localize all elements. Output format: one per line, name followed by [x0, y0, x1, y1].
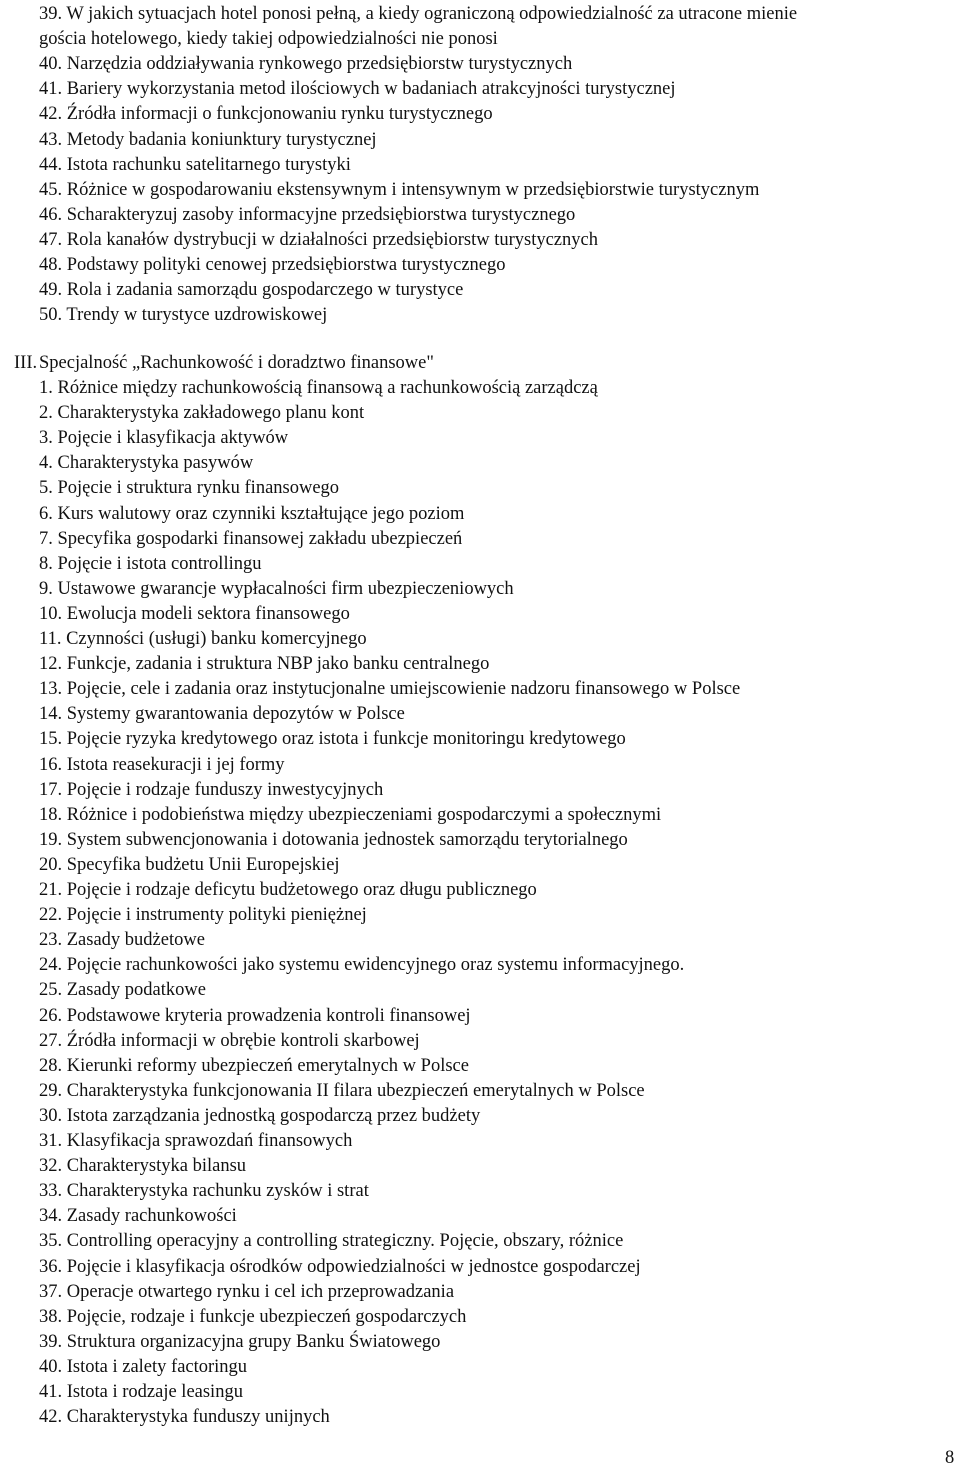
list-item-text: Istota i zalety factoringu — [66, 1356, 248, 1377]
list-item — [39, 1004, 471, 1029]
list-item-text: Bariery wykorzystania metod ilościowych w badaniach atrakcyjności turystycznej — [66, 79, 676, 100]
list-item-text: Źródła informacji w obrębie kontroli skarbowej — [66, 1030, 420, 1051]
list-item — [39, 627, 367, 652]
list-item-text: Specyfika gospodarki finansowej zakładu ubezpieczeń — [57, 528, 463, 549]
list-item-number: 45. — [39, 179, 63, 200]
list-item-text: Charakterystyka funkcjonowania II filara ubezpieczeń emerytalnych w Polsce — [66, 1080, 645, 1101]
list-item — [39, 476, 339, 501]
list-item-number: 42. — [39, 104, 63, 125]
list-item-text: Charakterystyka zakładowego planu kont — [57, 403, 365, 424]
list-item-text: Klasyfikacja sprawozdań finansowych — [66, 1131, 353, 1151]
page-number: 8 — [945, 1448, 955, 1468]
list-item-text: Pojęcie i klasyfikacja aktywów — [57, 428, 289, 449]
list-item-number: 46. — [39, 204, 63, 225]
list-item-text: Różnice w gospodarowaniu ekstensywnym i intensywnym w przedsiębiorstwie turystycznym — [66, 179, 760, 200]
list-item-text: Zasady budżetowe — [66, 930, 205, 951]
list-item-number: 29. — [39, 1080, 63, 1101]
list-item — [39, 953, 684, 978]
list-item-text: Specyfika budżetu Unii Europejskiej — [66, 854, 340, 875]
list-item-number: 31. — [39, 1131, 63, 1151]
list-item-text: Charakterystyka rachunku zysków i strat — [66, 1181, 369, 1202]
list-item-text: Pojęcie, cele i zadania oraz instytucjonalne umiejscowienie nadzoru finansowego w Polsce — [66, 679, 741, 700]
list-item — [39, 303, 327, 328]
list-item-number: 38. — [39, 1306, 63, 1327]
list-item-text: Czynności (usługi) banku komercyjnego — [66, 629, 367, 649]
list-item-number: 5. — [39, 478, 53, 499]
list-item-number: 42. — [39, 1407, 63, 1428]
list-item — [39, 527, 462, 552]
list-item — [39, 203, 575, 228]
list-item-number: 37. — [39, 1281, 63, 1302]
list-item-number: 39. — [39, 1331, 63, 1352]
list-item-text: System subwencjonowania i dotowania jednostek samorządu terytorialnego — [66, 829, 628, 850]
list-item-number: 34. — [39, 1206, 63, 1227]
list-item — [39, 2, 797, 27]
list-item-number: 6. — [39, 503, 53, 524]
list-item-text: Różnice i podobieństwa między ubezpieczeniami gospodarczymi a społecznymi — [66, 804, 662, 825]
list-item-number: 26. — [39, 1005, 63, 1026]
list-item-text: Podstawy polityki cenowej przedsiębiorstwa turystycznego — [66, 255, 506, 275]
list-item — [39, 803, 661, 828]
list-item-text: Systemy gwarantowania depozytów w Polsce — [66, 704, 405, 725]
list-item — [39, 1229, 623, 1254]
list-item-number: 18. — [39, 804, 63, 825]
list-item-number: 40. — [39, 1356, 63, 1377]
list-item — [39, 1255, 641, 1280]
list-item-number: 2. — [39, 403, 53, 424]
list-item — [39, 153, 351, 178]
list-item-number: 17. — [39, 779, 63, 800]
list-item-number: 19. — [39, 829, 63, 850]
list-item — [39, 1330, 440, 1355]
list-item-text: Ustawowe gwarancje wypłacalności firm ubezpieczeniowych — [57, 578, 514, 599]
list-item-text: Pojęcie i struktura rynku finansowego — [57, 478, 340, 499]
list-item-text: Pojęcie rachunkowości jako systemu ewidencyjnego oraz systemu informacyjnego. — [66, 955, 685, 976]
list-item — [39, 1305, 466, 1330]
list-item-number: 11. — [39, 629, 62, 649]
list-item — [39, 376, 598, 401]
list-item-number: 41. — [39, 1382, 63, 1402]
list-item-text: Narzędzia oddziaływania rynkowego przedsiębiorstw turystycznych — [66, 54, 573, 75]
list-item — [39, 1129, 352, 1154]
list-item — [39, 1054, 469, 1079]
list-item-number: 24. — [39, 955, 63, 976]
list-item-number: 25. — [39, 980, 63, 1001]
list-item — [39, 128, 377, 153]
list-item-text: Różnice między rachunkowością finansową a rachunkowością zarządczą — [57, 378, 598, 398]
list-item — [39, 928, 205, 953]
list-item-text: Pojęcie i rodzaje deficytu budżetowego oraz długu publicznego — [66, 880, 537, 900]
list-item-number: 7. — [39, 528, 53, 549]
list-item — [39, 1179, 369, 1204]
list-item-text: Rola i zadania samorządu gospodarczego w turystyce — [66, 280, 464, 301]
list-item-number: 50. — [39, 305, 63, 326]
list-item-number: 47. — [39, 229, 63, 250]
list-item — [39, 1405, 330, 1430]
section-number: III. — [14, 353, 38, 373]
list-item-text: Zasady rachunkowości — [66, 1206, 237, 1227]
list-item — [39, 1154, 246, 1179]
list-item-number: 30. — [39, 1105, 63, 1126]
list-item-text: Pojęcie, rodzaje i funkcje ubezpieczeń gospodarczych — [66, 1306, 467, 1327]
list-item — [39, 727, 626, 752]
list-item-number: 22. — [39, 905, 63, 926]
list-item — [39, 1280, 454, 1305]
list-item-text: Istota reasekuracji i jej formy — [66, 754, 285, 775]
list-item-number: 32. — [39, 1156, 63, 1177]
list-item-number: 43. — [39, 129, 63, 150]
list-item-number: 28. — [39, 1055, 63, 1076]
list-item — [39, 1079, 645, 1104]
list-item-number: 35. — [39, 1231, 63, 1252]
list-item-number: 10. — [39, 603, 63, 624]
list-item-number: 20. — [39, 854, 63, 875]
list-item-text: Rola kanałów dystrybucji w działalności przedsiębiorstw turystycznych — [66, 229, 598, 250]
list-item-number: 1. — [39, 378, 53, 398]
list-item — [39, 27, 498, 52]
list-item — [39, 677, 740, 702]
list-item-number: 4. — [39, 453, 53, 474]
list-item — [39, 1104, 480, 1129]
list-item-text: Istota rachunku satelitarnego turystyki — [66, 154, 351, 175]
list-item — [39, 903, 367, 928]
list-item — [39, 401, 364, 426]
list-item-number: 41. — [39, 79, 63, 100]
list-item — [39, 778, 383, 803]
list-item-number: 33. — [39, 1181, 63, 1202]
list-item — [39, 451, 253, 476]
list-item — [39, 426, 288, 451]
list-item-number: 27. — [39, 1030, 63, 1051]
list-item — [39, 1355, 247, 1380]
list-item-text: Pojęcie i istota controllingu — [57, 553, 262, 574]
list-item-number: 14. — [39, 704, 63, 725]
list-item-number: 16. — [39, 754, 63, 775]
list-item — [39, 978, 206, 1003]
list-item-number: 9. — [39, 578, 53, 599]
list-item-number: 3. — [39, 428, 53, 449]
list-item-text: Controlling operacyjny a controlling strategiczny. Pojęcie, obszary, różnice — [66, 1231, 624, 1252]
list-item-text: Pojęcie ryzyka kredytowego oraz istota i funkcje monitoringu kredytowego — [66, 729, 626, 750]
list-item-text: Źródła informacji o funkcjonowaniu rynku turystycznego — [66, 104, 493, 125]
list-item-number: 13. — [39, 679, 63, 700]
list-item-text: Metody badania koniunktury turystycznej — [66, 129, 377, 150]
list-item-text: Charakterystyka pasywów — [57, 453, 254, 474]
list-item-text: Istota i rodzaje leasingu — [66, 1382, 243, 1402]
list-item-text: Struktura organizacyjna grupy Banku Światowego — [66, 1331, 441, 1352]
list-item — [39, 102, 493, 127]
list-item — [39, 77, 676, 102]
list-item — [39, 1029, 420, 1054]
list-item-number: 44. — [39, 154, 63, 175]
list-item-text: Charakterystyka bilansu — [66, 1156, 247, 1177]
list-item-text: Zasady podatkowe — [66, 980, 206, 1001]
list-item-text: Kurs walutowy oraz czynniki kształtujące jego poziom — [57, 503, 465, 524]
list-item-number: 21. — [39, 880, 63, 900]
list-item-text: Trendy w turystyce uzdrowiskowej — [66, 305, 328, 326]
list-item-number: 40. — [39, 54, 63, 75]
list-item-number: 48. — [39, 255, 63, 275]
list-item — [39, 552, 261, 577]
list-item — [39, 828, 628, 853]
list-item — [39, 602, 350, 627]
list-item-number: 23. — [39, 930, 63, 951]
list-item-text: Ewolucja modeli sektora finansowego — [66, 603, 350, 624]
list-item — [39, 577, 514, 602]
list-item — [39, 652, 489, 677]
list-item — [39, 228, 598, 253]
list-item — [39, 702, 405, 727]
list-item — [39, 1380, 243, 1405]
list-item-number: 36. — [39, 1256, 63, 1277]
list-item-text: Podstawowe kryteria prowadzenia kontroli finansowej — [66, 1005, 471, 1026]
list-item-number: 15. — [39, 729, 63, 750]
section-title: Specjalność „Rachunkowość i doradztwo finansowe" — [39, 353, 434, 373]
list-item-text: Pojęcie i klasyfikacja ośrodków odpowiedzialności w jednostce gospodarczej — [66, 1256, 641, 1277]
list-item — [39, 1204, 237, 1229]
list-item — [39, 753, 285, 778]
list-item-text: Funkcje, zadania i struktura NBP jako banku centralnego — [66, 654, 490, 675]
list-item — [39, 853, 340, 878]
list-item-number: 8. — [39, 553, 53, 574]
list-item-text: Pojęcie i instrumenty polityki pieniężnej — [66, 905, 367, 926]
list-item-text: Istota zarządzania jednostką gospodarczą przez budżety — [66, 1105, 481, 1126]
list-item — [39, 253, 506, 278]
list-item-number: 12. — [39, 654, 63, 675]
list-item-text: Scharakteryzuj zasoby informacyjne przedsiębiorstwa turystycznego — [66, 204, 576, 225]
list-item-text: W jakich sytuacjach hotel ponosi pełną, a kiedy ograniczoną odpowiedzialność za utracone mienie — [66, 4, 798, 24]
list-item-text: Kierunki reformy ubezpieczeń emerytalnych w Polsce — [66, 1055, 469, 1076]
list-item-text: Pojęcie i rodzaje funduszy inwestycyjnych — [66, 779, 384, 800]
list-item-number: 49. — [39, 280, 63, 301]
list-item-text: Charakterystyka funduszy unijnych — [66, 1407, 330, 1428]
list-item-text: Operacje otwartego rynku i cel ich przeprowadzania — [66, 1281, 455, 1302]
list-item — [39, 52, 572, 77]
list-item — [39, 278, 463, 303]
list-item — [39, 502, 464, 527]
list-item — [39, 178, 759, 203]
list-item-text: gościa hotelowego, kiedy takiej odpowiedzialności nie ponosi — [39, 29, 498, 50]
list-item-number: 39. — [39, 4, 63, 24]
list-item — [39, 878, 537, 903]
